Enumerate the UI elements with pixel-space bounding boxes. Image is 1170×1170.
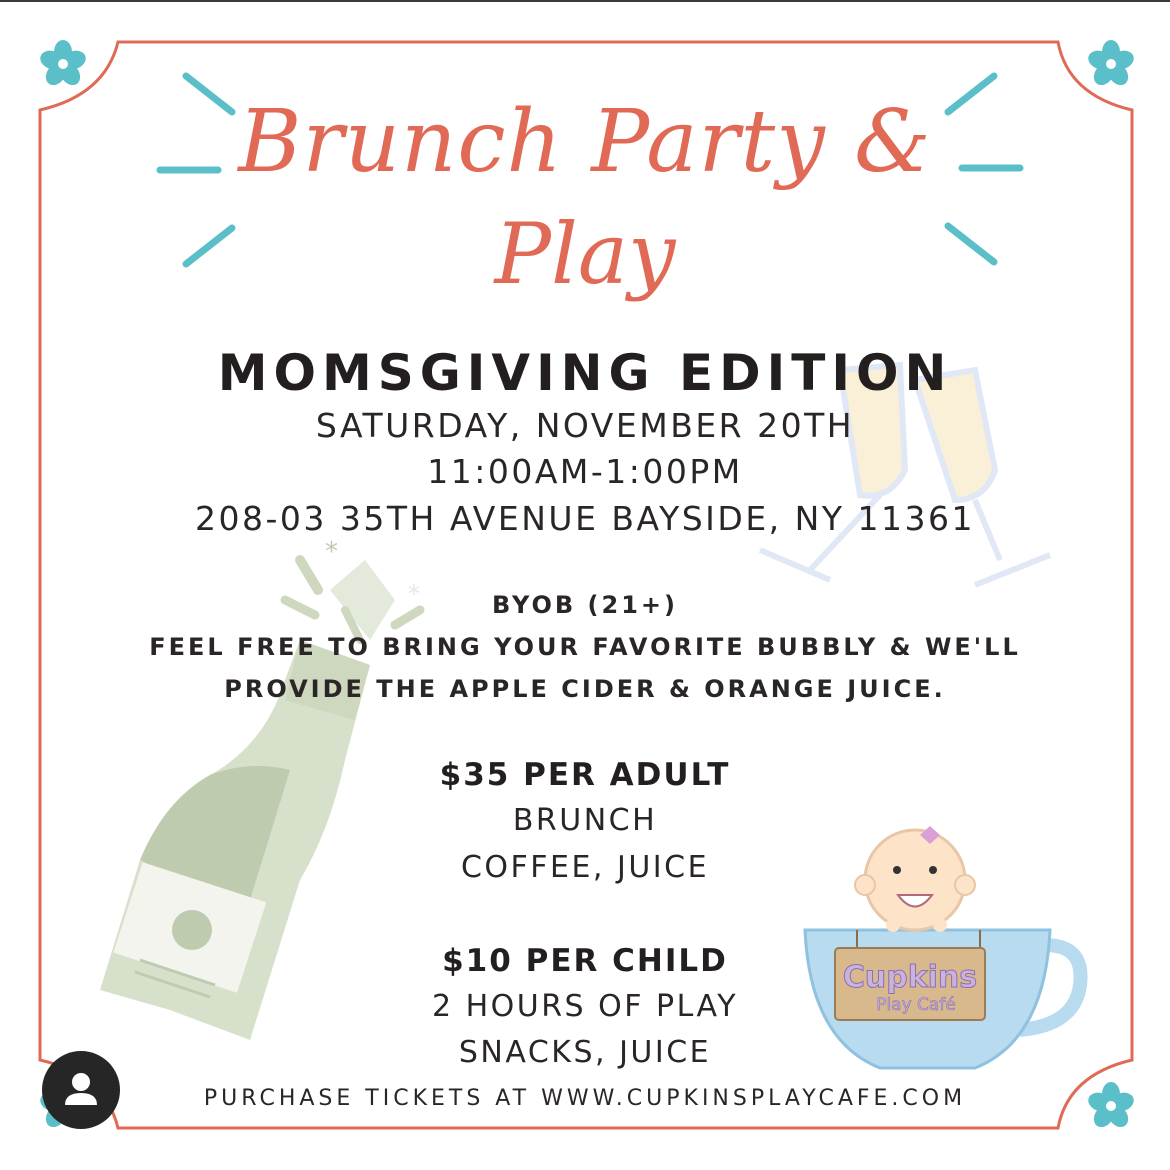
flower-icon-top-left xyxy=(38,40,88,89)
byob-line-2: PROVIDE THE APPLE CIDER & ORANGE JUICE. xyxy=(224,675,946,703)
adult-item-coffee: COFFEE, JUICE xyxy=(460,850,710,885)
child-price: $10 PER CHILD xyxy=(442,943,728,979)
event-time: 11:00AM-1:00PM xyxy=(427,452,743,491)
adult-price: $35 PER ADULT xyxy=(439,757,731,793)
child-item-play: 2 HOURS OF PLAY xyxy=(431,989,739,1024)
adult-item-brunch: BRUNCH xyxy=(512,803,658,838)
purchase-link[interactable]: PURCHASE TICKETS AT WWW.CUPKINSPLAYCAFE.COM xyxy=(203,1086,967,1111)
event-date: SATURDAY, NOVEMBER 20TH xyxy=(315,406,855,445)
edition-heading: MOMSGIVING EDITION xyxy=(217,344,953,402)
logo-brand: Cupkins xyxy=(842,960,978,995)
svg-text:*: * xyxy=(408,580,420,608)
title-line-1: Brunch Party & xyxy=(238,92,932,192)
title-line-2: Play xyxy=(494,205,676,303)
flower-icon-top-right xyxy=(1086,40,1136,89)
svg-text:*: * xyxy=(325,537,338,567)
child-item-snacks: SNACKS, JUICE xyxy=(458,1035,712,1070)
event-address: 208-03 35TH AVENUE BAYSIDE, NY 11361 xyxy=(195,499,975,538)
byob-heading: BYOB (21+) xyxy=(492,591,678,619)
logo-tagline: Play Café xyxy=(876,995,956,1015)
user-avatar-icon[interactable] xyxy=(42,1051,120,1129)
byob-line-1: FEEL FREE TO BRING YOUR FAVORITE BUBBLY & WE'LL xyxy=(149,633,1021,661)
